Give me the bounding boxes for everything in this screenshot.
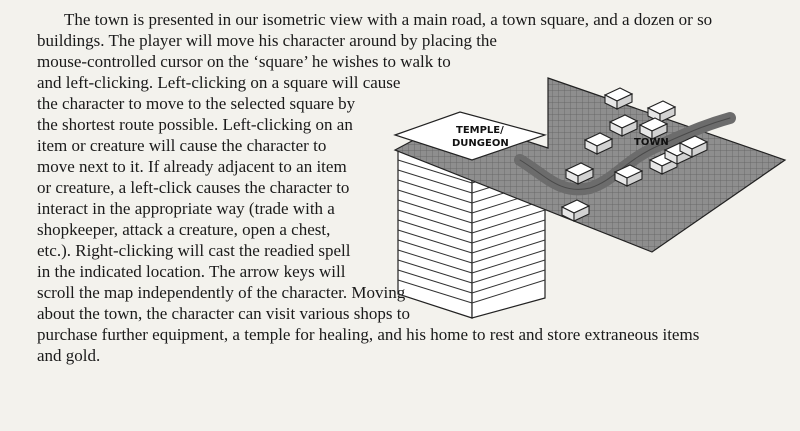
paragraph-line: move next to it. If already adjacent to an item: [37, 157, 347, 176]
paragraph-line: and left-clicking. Left-clicking on a square will cause: [37, 73, 401, 92]
paragraph-line: or creature, a left-click causes the character to: [37, 178, 350, 197]
paragraph-line: interact in the appropriate way (trade with a: [37, 199, 335, 218]
paragraph-line: about the town, the character can visit various shops to: [37, 304, 410, 323]
paragraph-line: mouse-controlled cursor on the ‘square’ he wishes to walk to: [37, 52, 451, 71]
temple-label-line2: DUNGEON: [452, 138, 509, 149]
paragraph-line: etc.). Right-clicking will cast the readied spell: [37, 241, 351, 260]
paragraph-line: scroll the map independently of the character. Moving: [37, 283, 406, 302]
paragraph-line: The town is presented in our isometric view with a main road, a town square, and a dozen or so: [64, 10, 713, 29]
temple-label-line1: TEMPLE/: [456, 125, 504, 136]
paragraph-line: the shortest route possible. Left-clicking on an: [37, 115, 353, 134]
paragraph-line: buildings. The player will move his character around by placing the: [37, 31, 497, 50]
paragraph-line: purchase further equipment, a temple for healing, and his home to rest and store extraneous items: [37, 325, 700, 344]
paragraph-line: and gold.: [37, 346, 101, 365]
town-label: TOWN: [634, 137, 669, 148]
paragraph-line: the character to move to the selected square by: [37, 94, 356, 113]
paragraph-line: item or creature will cause the character to: [37, 136, 327, 155]
paragraph-line: shopkeeper, attack a creature, open a chest,: [37, 220, 331, 239]
paragraph-line: in the indicated location. The arrow keys will: [37, 262, 346, 281]
